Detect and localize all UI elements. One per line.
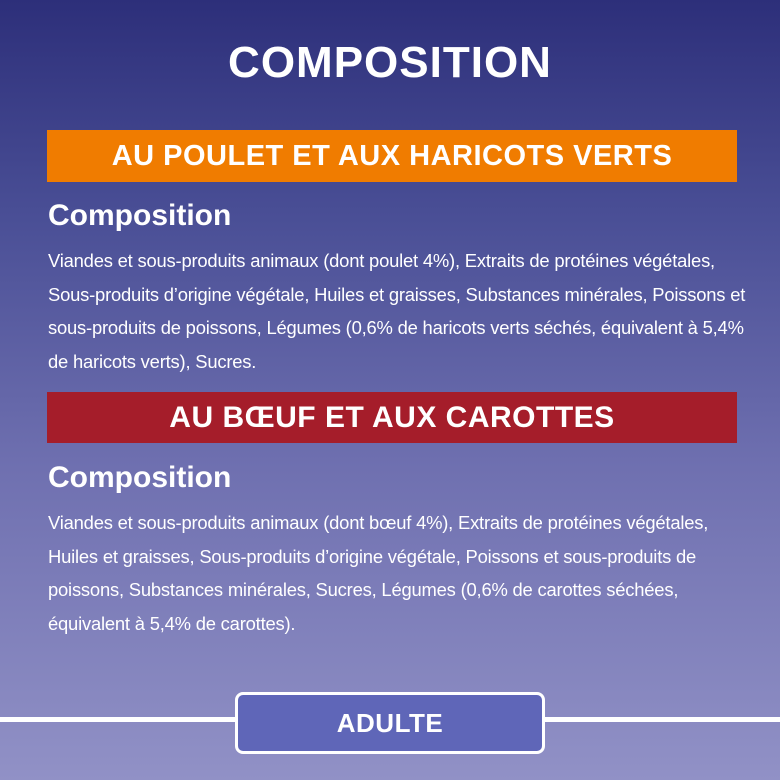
- page-title: COMPOSITION: [228, 38, 552, 87]
- section-banner-chicken: AU POULET ET AUX HARICOTS VERTS: [47, 130, 737, 182]
- section-heading-chicken: Composition: [48, 199, 232, 232]
- section-heading-beef: Composition: [48, 461, 232, 494]
- divider-line-left: [0, 717, 238, 722]
- divider-line-right: [545, 717, 780, 722]
- section-text-beef: Viandes et sous-produits animaux (dont bœuf 4%), Extraits de protéines végétales, Huiles et graisses, Sous-produits d’origine végétale, Poissons et sous-produits de poissons, Substances minérales, Sucres, Légumes (0,6% de carottes séchées, équivalent à 5,4% de carottes).: [48, 512, 709, 634]
- section-text-chicken: Viandes et sous-produits animaux (dont poulet 4%), Extraits de protéines végétales, Sous-produits d’origine végétale, Huiles et graisses, Substances minérales, Poissons et sous-produits de poissons, Légumes (0,6% de haricots verts séchés, équivalent à 5,4% de haricots verts), Sucres.: [48, 250, 746, 372]
- section-banner-beef: AU BŒUF ET AUX CAROTTES: [47, 392, 737, 443]
- adult-badge: ADULTE: [235, 692, 545, 754]
